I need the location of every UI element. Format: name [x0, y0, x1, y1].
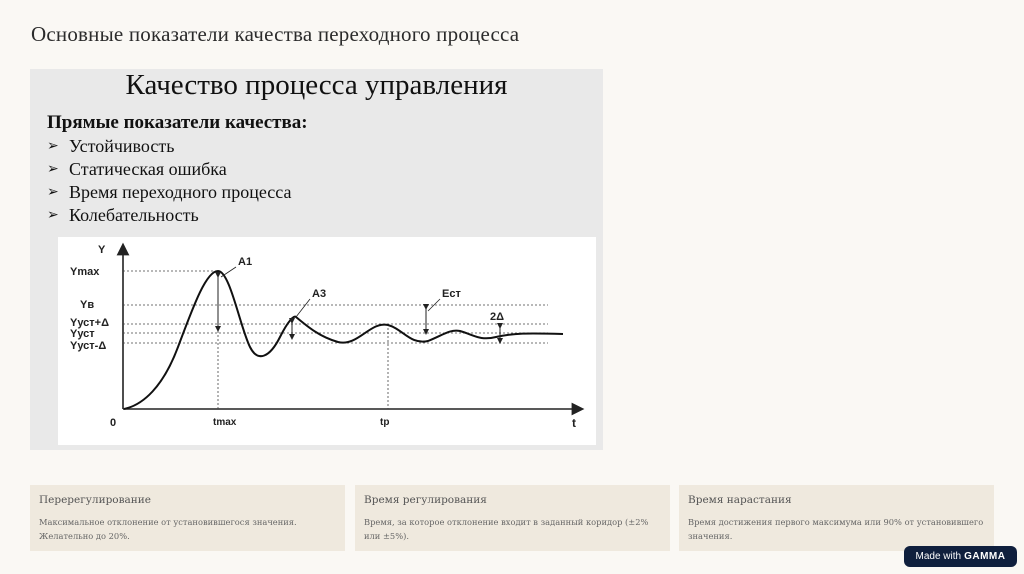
annotation-2delta: 2Δ: [490, 311, 505, 323]
bullet-list: [47, 135, 291, 227]
a3-leader: [296, 299, 310, 317]
y-axis-label: Y: [98, 244, 106, 256]
card-settling-time: [355, 485, 670, 551]
bullet-text: Статическая ошибка: [69, 159, 227, 179]
bullet-text: Колебательность: [69, 205, 199, 225]
x-label-tmax: tmax: [213, 417, 237, 428]
card-title: Время регулирования: [364, 494, 487, 506]
page-title: Основные показатели качества переходного процесса: [31, 22, 520, 46]
origin-label: 0: [110, 417, 117, 429]
y-label-yust: Yуст: [70, 328, 95, 340]
y-label-yust-plus: Yуст+Δ: [70, 317, 110, 329]
annotation-a3: A3: [312, 288, 327, 300]
arrow-bullet-icon: ➢: [47, 208, 59, 223]
card-body: Время, за которое отклонение входит в заданный коридор (±2% или ±5%).: [364, 517, 649, 541]
slide-subheading: Прямые показатели качества:: [47, 112, 308, 133]
badge-prefix: Made with: [915, 551, 962, 562]
response-curve: [124, 271, 563, 409]
made-with-gamma-badge[interactable]: [904, 546, 1017, 567]
arrow-bullet-icon: ➢: [47, 185, 59, 200]
transient-response-chart: [58, 237, 596, 445]
bullet-item: [47, 181, 291, 204]
card-rise-time: [679, 485, 994, 551]
a1-leader: [221, 267, 236, 277]
arrow-bullet-icon: ➢: [47, 162, 59, 177]
chart-svg: [58, 237, 596, 445]
x-axis-label: t: [572, 416, 576, 430]
card-body: Максимальное отклонение от установившегося значения. Желательно до 20%.: [39, 517, 297, 541]
bullet-text: Устойчивость: [69, 136, 175, 156]
bullet-item: [47, 204, 291, 227]
bullet-item: [47, 135, 291, 158]
y-label-ymax: Ymax: [70, 266, 100, 278]
bullet-item: [47, 158, 291, 181]
card-title: Время нарастания: [688, 494, 792, 506]
arrow-bullet-icon: ➢: [47, 139, 59, 154]
card-body: Время достижения первого максимума или 90% от установившего значения.: [688, 517, 984, 541]
slide-image: [30, 69, 603, 450]
annotation-a1: A1: [238, 256, 253, 268]
card-title: Перерегулирование: [39, 494, 152, 506]
card-overshoot: [30, 485, 345, 551]
bullet-text: Время переходного процесса: [69, 182, 292, 202]
gamma-logo: GAMMA: [964, 551, 1006, 562]
est-leader: [428, 299, 440, 311]
x-label-tp: tр: [380, 417, 390, 428]
annotation-est: Eст: [442, 288, 461, 300]
y-label-yv: Yв: [80, 299, 95, 311]
slide-heading: Качество процесса управления: [125, 69, 508, 101]
y-label-yust-minus: Yуст-Δ: [70, 340, 107, 352]
